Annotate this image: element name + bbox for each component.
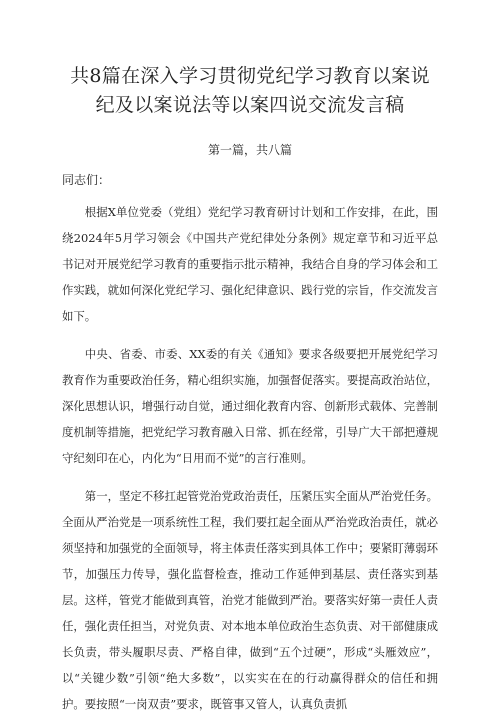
paragraph: 中央、省委、市委、XX委的有关《通知》要求各级要把开展党纪学习教育作为重要政治任务，精心组织实施，加强督促落实。要提高政治站位，深化思想认识，增强行动自觉，通过细化教育内容、创新形式载体、完善制度机制等措施，把党纪学习教育融入日常、抓在经常，引导广大干部把遵规守纪刻印在心，内化为“日用而不觉”的言行准则。 (62, 347, 438, 465)
body-text (62, 199, 438, 717)
document-title: 共8篇在深入学习贯彻党纪学习教育以案说纪及以案说法等以案四说交流发言稿 (70, 65, 430, 116)
paragraph: 根据X单位党委（党组）党纪学习教育研讨计划和工作安排，在此，围绕2024年5月学习领会《中国共产党纪律处分条例》规定章节和习近平总书记对开展党纪学习教育的重要指示批示精神，我结合自身的学习体会和工作实践，就如何深化党纪学习、强化纪律意识、践行党的宗旨，作交流发言如下。 (62, 205, 438, 323)
document-subtitle: 第一篇，共八篇 (207, 143, 292, 157)
greeting: 同志们： (62, 173, 111, 187)
paragraph: 第一，坚定不移扛起管党治党政治责任，压紧压实全面从严治党任务。全面从严治党是一项系统性工程，我们要扛起全面从严治党政治责任，就必须坚持和加强党的全面领导，将主体责任落实到具体工作中；要紧盯薄弱环节，加强压力传导，强化监督检查，推动工作延伸到基层、责任落实到基层。这样，管党才能做到真管，治党才能做到严治。要落实好第一责任人责任，强化责任担当，对党负责、对本地本单位政治生态负责、对干部健康成长负责，带头履职尽责、严格自律，做到“五个过硬”，形成“头雁效应”，以“关键少数”引领“绝大多数”，以实实在在的行动赢得群众的信任和拥护。要按照“一岗双责”要求，既管事又管人，认真负责抓 (62, 489, 438, 711)
